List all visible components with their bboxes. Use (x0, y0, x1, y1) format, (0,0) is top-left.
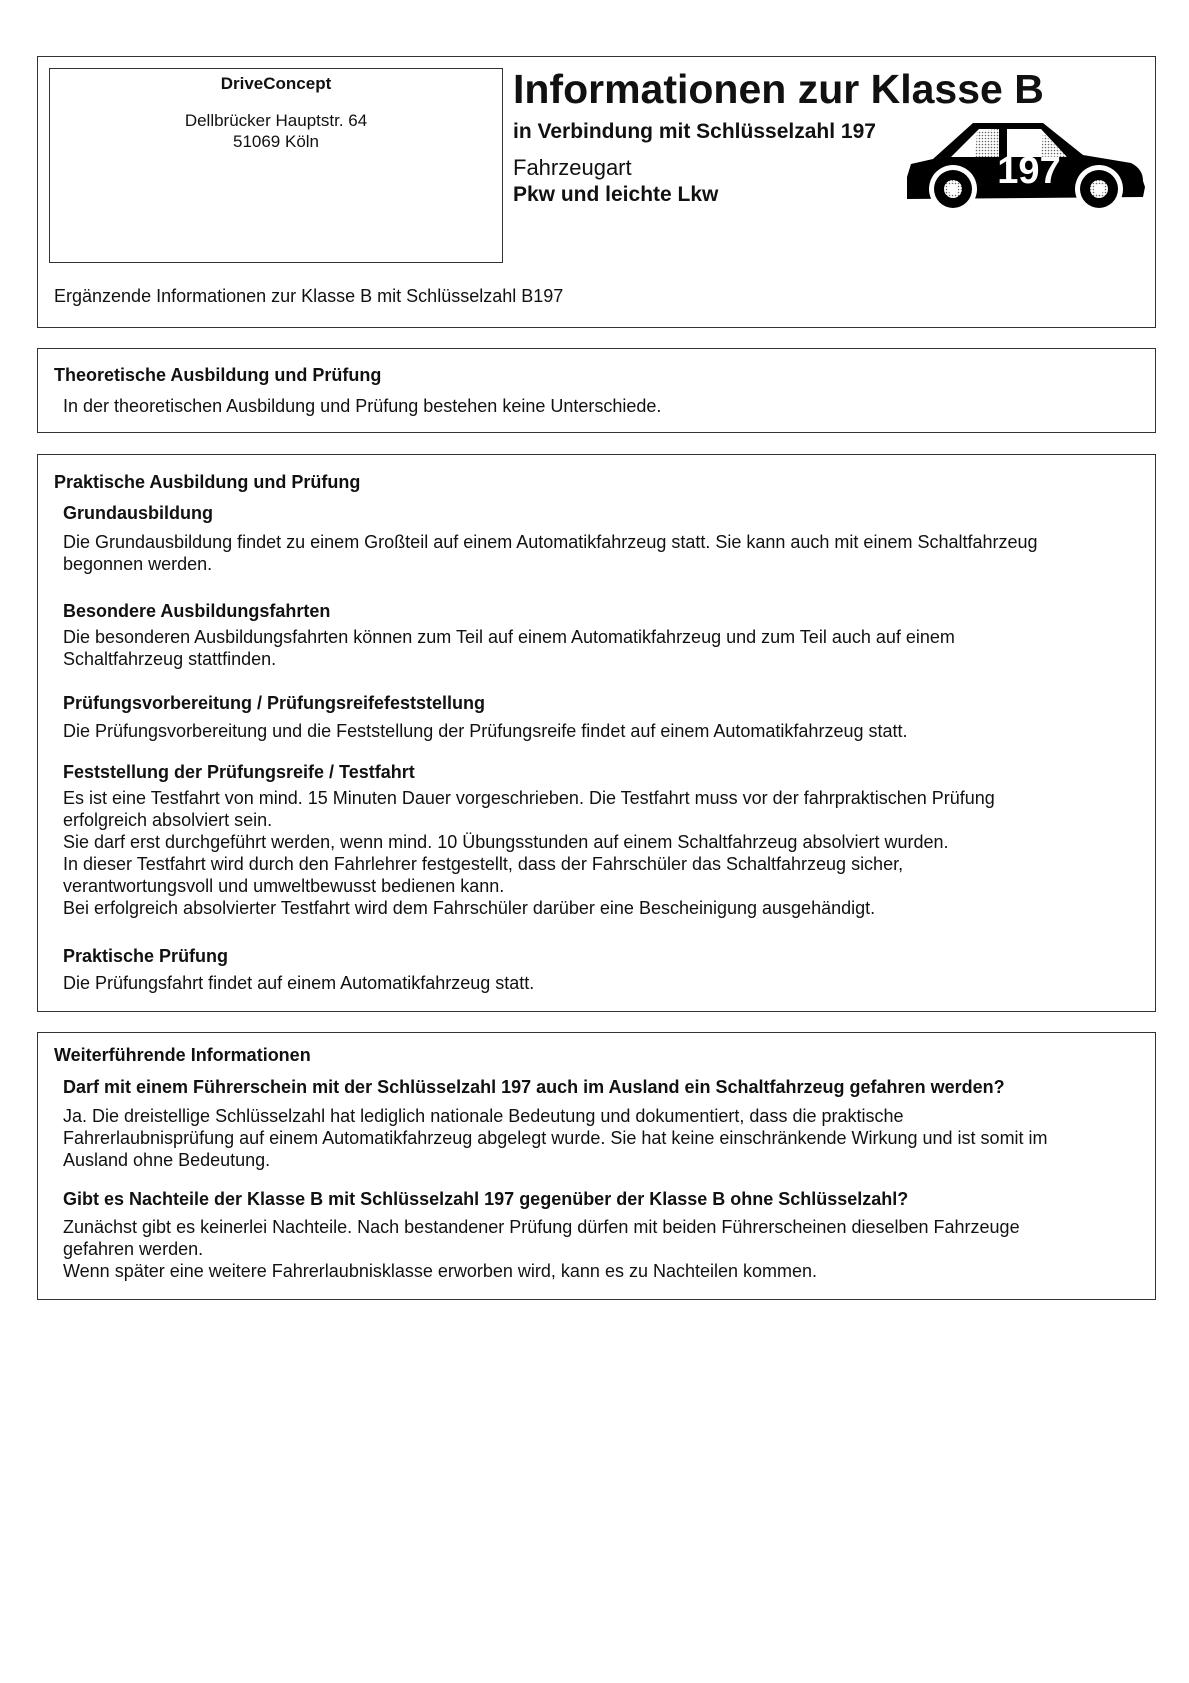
company-name: DriveConcept (220, 74, 332, 93)
section-title: Feststellung der Prüfungsreife / Testfahrt (63, 762, 415, 782)
car-badge: 197 (997, 150, 1061, 192)
vehicle-type-label: Fahrzeugart (513, 155, 632, 180)
further-heading: Weiterführende Informationen (54, 1045, 311, 1065)
section-title: Prüfungsvorbereitung / Prüfungsreifefeststellung (63, 693, 486, 713)
page-subtitle: in Verbindung mit Schlüsselzahl 197 (513, 120, 876, 143)
company-street: Dellbrücker Hauptstr. 64 (184, 111, 368, 130)
theory-text: In der theoretischen Ausbildung und Prüfung bestehen keine Unterschiede. (63, 396, 662, 416)
section-text-line: Wenn später eine weitere Fahrerlaubnisklasse erworben wird, kann es zu Nachteilen kommen. (63, 1261, 818, 1281)
section-text-line: Die besonderen Ausbildungsfahrten können zum Teil auf einem Automatikfahrzeug und zum Teil auch auf einem (63, 627, 955, 647)
section-title: Praktische Prüfung (63, 946, 229, 966)
section-text-line: Die Prüfungsvorbereitung und die Feststellung der Prüfungsreife findet auf einem Automatikfahrzeug statt. (63, 721, 908, 741)
section-text-line: Die Prüfungsfahrt findet auf einem Automatikfahrzeug statt. (63, 973, 535, 993)
car-icon (903, 119, 1149, 217)
section-text-line: Es ist eine Testfahrt von mind. 15 Minuten Dauer vorgeschrieben. Die Testfahrt muss vor der fahrpraktischen Prüfung (63, 788, 995, 808)
company-city: 51069 Köln (232, 132, 320, 151)
practical-heading: Praktische Ausbildung und Prüfung (54, 472, 361, 492)
section-text-line: Ausland ohne Bedeutung. (63, 1150, 271, 1170)
section-text-line: Bei erfolgreich absolvierter Testfahrt wird dem Fahrschüler darüber eine Bescheinigung ausgehändigt. (63, 898, 876, 918)
page-title: Informationen zur Klasse B (513, 66, 1044, 112)
section-title: Darf mit einem Führerschein mit der Schlüsselzahl 197 auch im Ausland ein Schaltfahrzeug gefahren werden? (63, 1077, 1005, 1097)
section-text-line: gefahren werden. (63, 1239, 204, 1259)
section-text-line: Die Grundausbildung findet zu einem Großteil auf einem Automatikfahrzeug statt. Sie kann auch mit einem Schaltfahrzeug (63, 532, 1038, 552)
theory-box (37, 348, 1156, 433)
section-text-line: erfolgreich absolviert sein. (63, 810, 273, 830)
section-text-line: verantwortungsvoll und umweltbewusst bedienen kann. (63, 876, 505, 896)
address-box (49, 68, 503, 263)
section-text-line: Zunächst gibt es keinerlei Nachteile. Nach bestandener Prüfung dürfen mit beiden Führerscheinen dieselben Fahrzeuge (63, 1217, 1020, 1237)
section-text-line: Schaltfahrzeug stattfinden. (63, 649, 277, 669)
section-title: Grundausbildung (63, 503, 213, 523)
vehicle-type: Pkw und leichte Lkw (513, 183, 719, 206)
section-text-line: Fahrerlaubnisprüfung auf einem Automatikfahrzeug abgelegt wurde. Sie hat keine einschränkende Wirkung und ist somit im (63, 1128, 1048, 1148)
section-title: Gibt es Nachteile der Klasse B mit Schlüsselzahl 197 gegenüber der Klasse B ohne Schlüsselzahl? (63, 1189, 909, 1209)
section-text-line: In dieser Testfahrt wird durch den Fahrlehrer festgestellt, dass der Fahrschüler das Schaltfahrzeug sicher, (63, 854, 904, 874)
section-text-line: Sie darf erst durchgeführt werden, wenn mind. 10 Übungsstunden auf einem Schaltfahrzeug absolviert wurden. (63, 832, 949, 852)
section-text-line: Ja. Die dreistellige Schlüsselzahl hat lediglich nationale Bedeutung und dokumentiert, dass die praktische (63, 1106, 904, 1126)
section-title: Besondere Ausbildungsfahrten (63, 601, 331, 621)
supplement-text: Ergänzende Informationen zur Klasse B mit Schlüsselzahl B197 (54, 286, 564, 306)
section-text-line: begonnen werden. (63, 554, 213, 574)
theory-heading: Theoretische Ausbildung und Prüfung (54, 365, 382, 385)
